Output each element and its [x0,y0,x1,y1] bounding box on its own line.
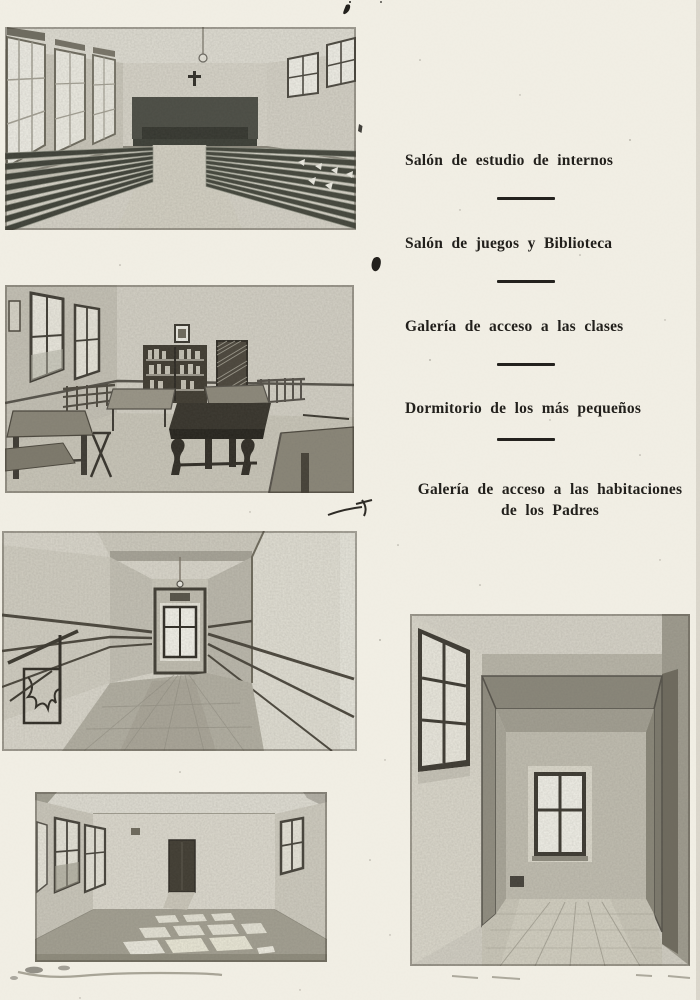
study-hall-scene [5,27,356,230]
caption-divider-rule [497,197,555,200]
ink-blot [343,4,350,14]
caption-dormitory [405,398,700,419]
photo-study-hall [5,27,356,230]
class-gallery-scene [2,531,357,751]
caption-line: Galería de acceso a las habitaciones [417,481,683,498]
games-room-scene [5,285,354,493]
photo-dormitory [35,792,327,962]
caption-line: Salón de juegos y Biblioteca [405,235,613,252]
bottom-smudges [10,966,690,980]
caption-games-room [405,233,700,254]
ink-fleck [358,124,363,133]
caption-line: de los Padres [501,502,599,519]
caption-line: Salón de estudio de internos [405,152,614,169]
photo-class-gallery [2,531,357,751]
photo-priests-gallery [410,614,690,966]
dormitory-scene [35,792,327,962]
ink-blot [372,257,381,271]
ink-dot [349,1,351,3]
ink-dot [380,1,382,3]
caption-class-gallery [405,316,700,337]
caption-priests-gallery [394,479,700,521]
caption-line: Dormitorio de los más pequeños [405,400,642,417]
priests-gallery-scene [410,614,690,966]
caption-line: Galería de acceso a las clases [405,318,624,335]
caption-study-hall [405,150,700,171]
photo-games-room [5,285,354,493]
caption-divider-rule [497,438,555,441]
pen-squiggle [328,500,372,516]
caption-divider-rule [497,363,555,366]
caption-divider-rule [497,280,555,283]
